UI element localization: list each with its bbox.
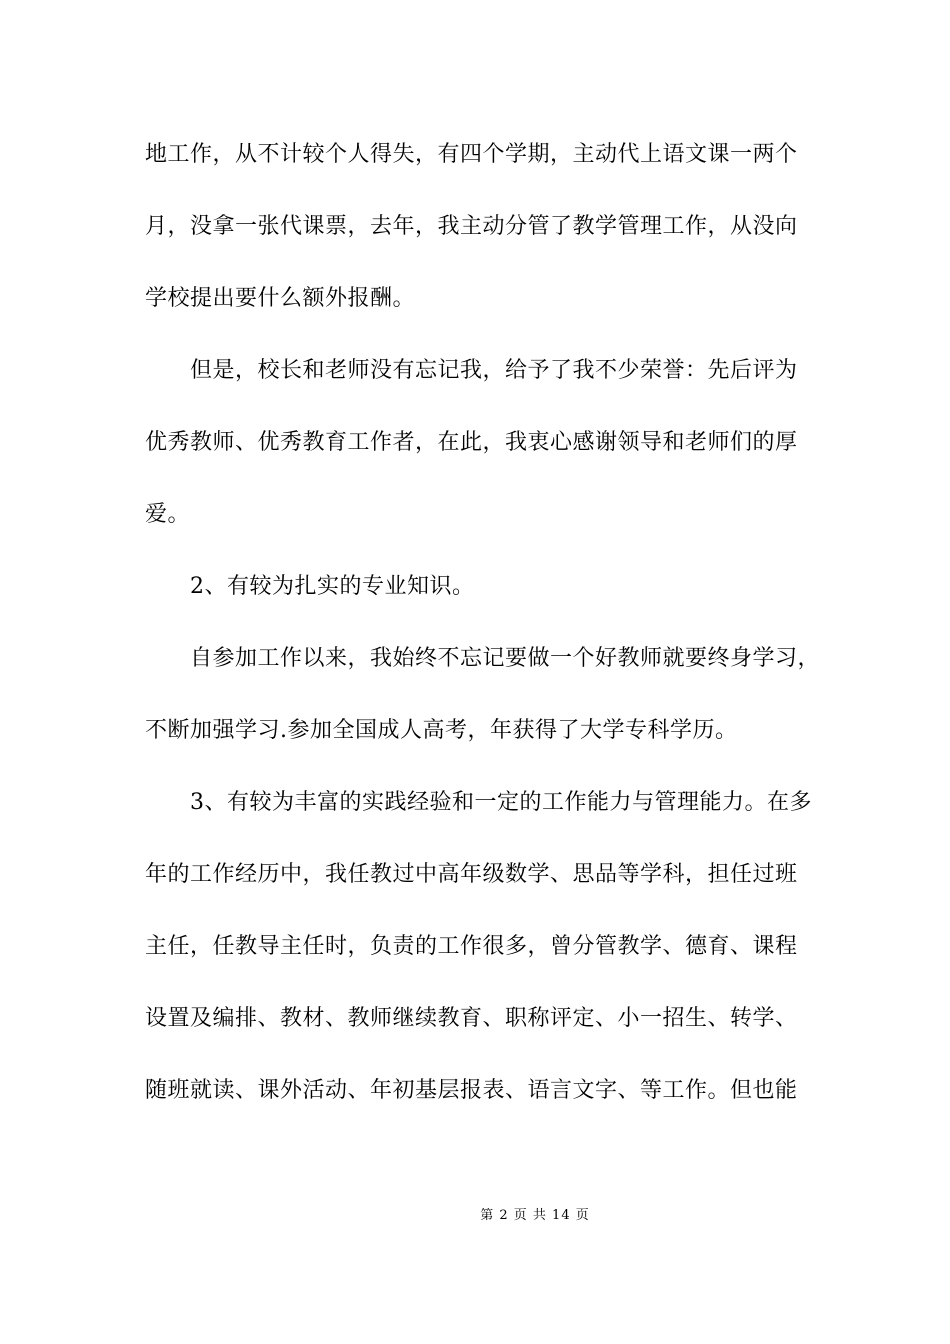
text-line-6: 爱。 xyxy=(145,502,191,527)
text-line-12: 主任，任教导主任时，负责的工作很多，曾分管教学、德育、课程 xyxy=(145,934,798,959)
text-line-14: 随班就读、课外活动、年初基层报表、语言文字、等工作。但也能 xyxy=(145,1078,798,1103)
page-number-footer: 第 2 页 共 14 页 xyxy=(480,1208,590,1223)
text-line-2: 月，没拿一张代课票，去年，我主动分管了教学管理工作，从没向 xyxy=(145,214,798,239)
text-line-8: 自参加工作以来，我始终不忘记要做一个好教师就要终身学习， xyxy=(190,646,821,671)
text-line-9: 不断加强学习.参加全国成人高考，年获得了大学专科学历。 xyxy=(145,718,738,743)
text-line-10: 3、有较为丰富的实践经验和一定的工作能力与管理能力。在多 xyxy=(190,790,812,815)
text-line-7: 2、有较为扎实的专业知识。 xyxy=(190,574,475,599)
text-line-11: 年的工作经历中，我任教过中高年级数学、思品等学科，担任过班 xyxy=(145,862,798,887)
text-line-5: 优秀教师、优秀教育工作者，在此，我衷心感谢领导和老师们的厚 xyxy=(145,430,798,455)
text-line-4: 但是，校长和老师没有忘记我，给予了我不少荣誉：先后评为 xyxy=(190,358,798,383)
text-line-1: 地工作，从不计较个人得失，有四个学期，主动代上语文课一两个 xyxy=(145,142,798,167)
text-line-3: 学校提出要什么额外报酬。 xyxy=(145,286,416,311)
text-line-13: 设置及编排、教材、教师继续教育、职称评定、小一招生、转学、 xyxy=(145,1006,798,1031)
